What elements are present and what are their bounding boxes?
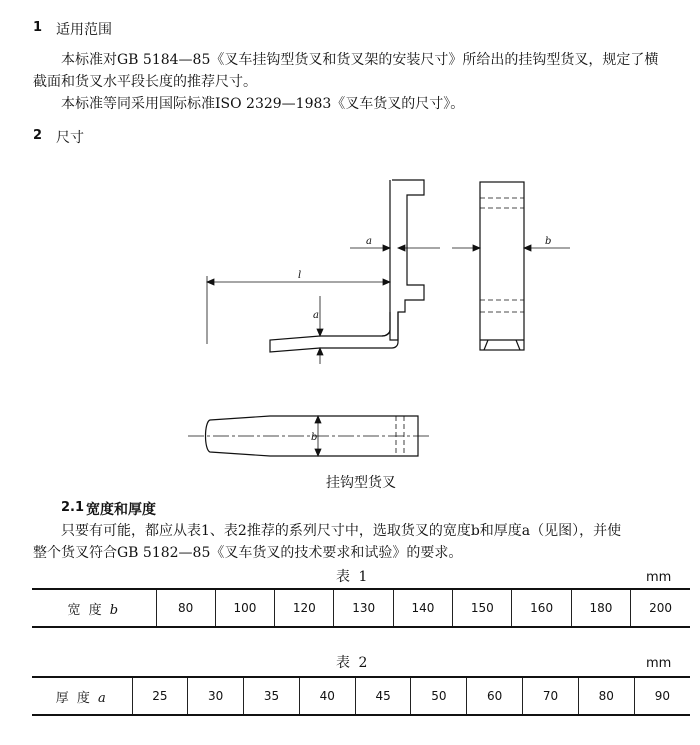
section-2-title: 尺寸	[56, 130, 84, 146]
section-1-para1-line2: 截面和货叉水平段长度的推荐尺寸。	[33, 74, 257, 90]
section-2-number: 2	[33, 128, 43, 143]
table-cell: 35	[244, 677, 300, 715]
table-cell: 25	[132, 677, 188, 715]
table-2-title: 表 2	[336, 655, 370, 671]
table-cell: 160	[512, 589, 571, 627]
table-cell: 90	[634, 677, 690, 715]
table-1-row-label: 宽 度 b	[67, 602, 121, 618]
table-cell: 40	[299, 677, 355, 715]
section-2-1-title: 宽度和厚度	[86, 502, 156, 518]
section-2-1-para-line2: 整个货叉符合GB 5182—85《叉车货叉的技术要求和试验》的要求。	[33, 545, 463, 561]
table-cell: 80	[578, 677, 634, 715]
section-1-para1-line1: 本标准对GB 5184—85《叉车挂钩型货叉和货叉架的安装尺寸》所给出的挂钩型货叉，规定了横	[61, 52, 659, 68]
table-cell: 80	[156, 589, 215, 627]
dim-l-label: l	[298, 270, 302, 281]
dim-b-plan-label: b	[311, 432, 318, 443]
fork-blade-outline	[270, 312, 398, 352]
table-cell: 50	[411, 677, 467, 715]
table-cell: 120	[275, 589, 334, 627]
table-cell: 45	[355, 677, 411, 715]
table-cell: 200	[631, 589, 690, 627]
table-cell: 150	[453, 589, 512, 627]
table-cell: 30	[188, 677, 244, 715]
table-cell: 60	[467, 677, 523, 715]
table-1-unit: mm	[646, 570, 672, 585]
table-row	[32, 589, 690, 627]
table-1-title: 表 1	[336, 569, 370, 585]
dim-b-label: b	[545, 236, 552, 247]
figure-caption: 挂钩型货叉	[326, 475, 396, 491]
table-cell: 100	[215, 589, 274, 627]
table-cell: 180	[571, 589, 630, 627]
dim-a-label: a	[366, 236, 372, 247]
table-2-row-label: 厚 度 a	[55, 690, 108, 706]
section-1-para2: 本标准等同采用国际标准ISO 2329—1983《叉车货叉的尺寸》。	[61, 96, 465, 112]
table-1	[32, 588, 690, 628]
table-row	[32, 677, 690, 715]
fork-side-outline	[390, 180, 424, 340]
section-1-title: 适用范围	[56, 22, 112, 38]
table-2	[32, 676, 690, 716]
table-2-unit: mm	[646, 656, 672, 671]
dim-a-vertical-label: a	[313, 310, 319, 321]
section-1-number: 1	[33, 20, 43, 35]
fork-front-outline	[480, 182, 524, 350]
table-cell: 140	[393, 589, 452, 627]
table-cell: 70	[523, 677, 579, 715]
section-2-1-number: 2.1	[61, 500, 85, 515]
table-cell: 130	[334, 589, 393, 627]
section-2-1-para-line1: 只要有可能，都应从表1、表2推荐的系列尺寸中，选取货叉的宽度b和厚度a（见图），并使	[61, 523, 622, 539]
